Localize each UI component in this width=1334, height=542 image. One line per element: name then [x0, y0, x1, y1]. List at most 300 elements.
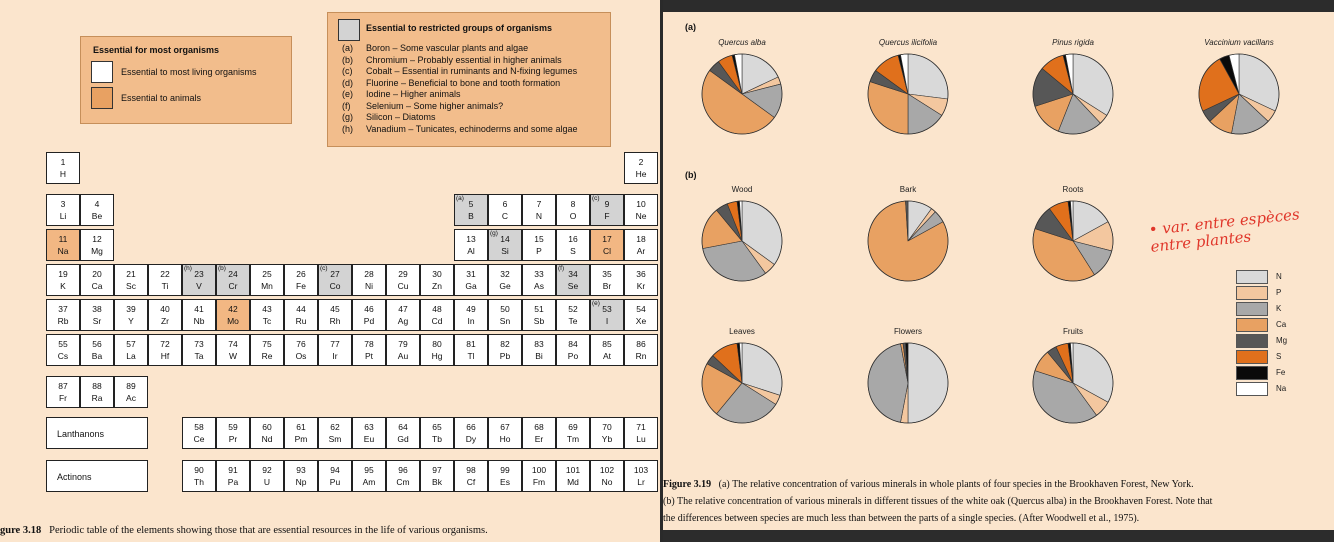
element-number: 91: [228, 465, 238, 475]
element-number: 70: [602, 422, 612, 432]
element-symbol: Fe: [296, 280, 306, 291]
element-symbol: Pm: [294, 433, 308, 444]
element-symbol: Br: [602, 280, 612, 291]
element-number: 23: [194, 269, 204, 279]
element-cell-ca: [80, 264, 114, 296]
element-number: 31: [466, 269, 476, 279]
figure-3-18-text: Periodic table of the elements showing those that are essential resources in the life of various organisms.: [49, 525, 488, 536]
element-cell-pb: [488, 334, 522, 366]
element-number: 2: [638, 157, 644, 167]
element-symbol: Ag: [397, 315, 409, 326]
element-cell-sn: [488, 299, 522, 331]
element-number: 20: [92, 269, 102, 279]
element-symbol: Pa: [227, 476, 239, 487]
legend-swatch-ca: [1236, 318, 1268, 332]
swatch-animals: [91, 87, 113, 109]
element-number: 85: [602, 339, 612, 349]
pie-slice-n: [908, 54, 948, 99]
element-cell-al: [454, 229, 488, 261]
swatch-living: [91, 61, 113, 83]
pie-title: Quercus alba: [718, 38, 766, 47]
element-number: 62: [330, 422, 340, 432]
element-symbol: Pr: [228, 433, 238, 444]
mineral-legend: [1236, 270, 1306, 410]
pie-chart: [866, 341, 950, 425]
element-number: 95: [364, 465, 374, 475]
pie-chart: [700, 341, 784, 425]
element-cell-ho: [488, 417, 522, 449]
element-number: 77: [330, 339, 340, 349]
element-cell-pd: [352, 299, 386, 331]
element-number: 30: [432, 269, 442, 279]
element-number: 78: [364, 339, 374, 349]
element-symbol: Eu: [363, 433, 375, 444]
pie-chart: [1031, 199, 1115, 283]
element-cell-sr: [80, 299, 114, 331]
element-symbol: Se: [567, 280, 579, 291]
element-number: 13: [466, 234, 476, 244]
pie-title: Pinus rigida: [1052, 38, 1094, 47]
element-cell-w: [216, 334, 250, 366]
element-cell-cr: [216, 264, 250, 296]
element-symbol: Os: [295, 350, 307, 361]
figure-3-19-label: Figure 3.19: [663, 479, 712, 490]
pie-title: Fruits: [1063, 327, 1083, 336]
element-number: 59: [228, 422, 238, 432]
element-cell-y: [114, 299, 148, 331]
element-symbol: Na: [57, 245, 69, 256]
element-number: 87: [58, 381, 68, 391]
element-number: 102: [599, 465, 615, 475]
element-cell-pu: [318, 460, 352, 492]
element-number: 75: [262, 339, 272, 349]
legend-label-n: N: [1276, 272, 1282, 281]
element-symbol: Y: [128, 315, 134, 326]
pie-chart: [866, 199, 950, 283]
element-number: 26: [296, 269, 306, 279]
element-number: 57: [126, 339, 136, 349]
element-symbol: Si: [501, 245, 509, 256]
element-cell-lr: [624, 460, 658, 492]
element-cell-pm: [284, 417, 318, 449]
pie-title: Leaves: [729, 327, 755, 336]
element-symbol: Dy: [465, 433, 477, 444]
element-tag: (b): [218, 265, 226, 272]
element-symbol: P: [536, 245, 542, 256]
element-symbol: Sm: [328, 433, 342, 444]
element-cell-cm: [386, 460, 420, 492]
element-number: 67: [500, 422, 510, 432]
legend-essential-heading: Essential for most organisms: [93, 45, 220, 55]
element-cell-pr: [216, 417, 250, 449]
pie-chart: [1197, 52, 1281, 136]
element-symbol: Md: [567, 476, 579, 487]
element-cell-rb: [46, 299, 80, 331]
element-cell-no: [590, 460, 624, 492]
element-cell-tl: [454, 334, 488, 366]
element-cell-es: [488, 460, 522, 492]
figure-3-18-label: gure 3.18: [0, 525, 42, 536]
legend-swatch-na: [1236, 382, 1268, 396]
element-number: 64: [398, 422, 408, 432]
legend-restricted-heading: Essential to restricted groups of organisms: [366, 23, 553, 33]
element-symbol: Nd: [261, 433, 273, 444]
element-number: 21: [126, 269, 136, 279]
element-symbol: Cl: [602, 245, 612, 256]
element-cell-re: [250, 334, 284, 366]
element-symbol: Tl: [467, 350, 475, 361]
pie-title: Roots: [1062, 185, 1084, 194]
element-number: 47: [398, 304, 408, 314]
element-symbol: Au: [397, 350, 409, 361]
element-cell-u: [250, 460, 284, 492]
element-cell-te: [556, 299, 590, 331]
element-symbol: I: [605, 315, 609, 326]
element-number: 97: [432, 465, 442, 475]
element-number: 98: [466, 465, 476, 475]
element-cell-fm: [522, 460, 556, 492]
element-cell-be: [80, 194, 114, 226]
element-cell-bi: [522, 334, 556, 366]
element-symbol: Co: [329, 280, 341, 291]
element-number: 18: [636, 234, 646, 244]
element-symbol: Ta: [194, 350, 204, 361]
element-cell-as: [522, 264, 556, 296]
element-cell-ti: [148, 264, 182, 296]
element-number: 27: [330, 269, 340, 279]
element-number: 19: [58, 269, 68, 279]
element-cell-tm: [556, 417, 590, 449]
pie-chart: [700, 52, 784, 136]
element-symbol: At: [602, 350, 612, 361]
element-cell-mn: [250, 264, 284, 296]
element-number: 72: [160, 339, 170, 349]
restricted-letter: (e): [342, 89, 353, 99]
element-symbol: As: [534, 280, 544, 291]
element-cell-np: [284, 460, 318, 492]
pie-chart: [1031, 341, 1115, 425]
pie-slice-k: [868, 344, 908, 423]
element-cell-o: [556, 194, 590, 226]
element-cell-at: [590, 334, 624, 366]
element-symbol: U: [263, 476, 271, 487]
element-symbol: Xe: [635, 315, 647, 326]
element-cell-cs: [46, 334, 80, 366]
element-symbol: Rb: [57, 315, 69, 326]
element-symbol: Ne: [635, 210, 647, 221]
element-cell-rh: [318, 299, 352, 331]
element-symbol: Pu: [329, 476, 341, 487]
element-number: 86: [636, 339, 646, 349]
element-cell-xe: [624, 299, 658, 331]
element-cell-ce: [182, 417, 216, 449]
element-number: 28: [364, 269, 374, 279]
element-symbol: Lr: [637, 476, 645, 487]
element-symbol: Ti: [161, 280, 169, 291]
top-bar: [663, 0, 1334, 12]
element-symbol: Ga: [465, 280, 477, 291]
element-number: 29: [398, 269, 408, 279]
element-cell-i: [590, 299, 624, 331]
element-number: 49: [466, 304, 476, 314]
element-cell-md: [556, 460, 590, 492]
element-symbol: Ge: [499, 280, 511, 291]
element-symbol: Mn: [261, 280, 273, 291]
element-symbol: Fm: [532, 476, 546, 487]
element-number: 38: [92, 304, 102, 314]
element-symbol: Be: [91, 210, 103, 221]
element-number: 60: [262, 422, 272, 432]
element-number: 46: [364, 304, 374, 314]
element-number: 42: [228, 304, 238, 314]
element-cell-bk: [420, 460, 454, 492]
element-number: 63: [364, 422, 374, 432]
element-cell-rn: [624, 334, 658, 366]
element-symbol: Es: [500, 476, 510, 487]
pie-slice-n: [908, 343, 948, 423]
element-cell-ta: [182, 334, 216, 366]
element-symbol: Hf: [160, 350, 170, 361]
element-number: 96: [398, 465, 408, 475]
element-symbol: H: [59, 168, 67, 179]
element-cell-hf: [148, 334, 182, 366]
element-number: 99: [500, 465, 510, 475]
restricted-letter: (b): [342, 54, 353, 65]
element-symbol: Cd: [431, 315, 443, 326]
element-symbol: In: [467, 315, 475, 326]
part-a-label: (a): [685, 22, 696, 32]
legend-swatch-k: [1236, 302, 1268, 316]
element-cell-sm: [318, 417, 352, 449]
pie-title: Bark: [899, 185, 917, 194]
figure-3-18-caption: [0, 525, 488, 536]
element-symbol: N: [535, 210, 543, 221]
element-number: 69: [568, 422, 578, 432]
element-symbol: Cr: [228, 280, 238, 291]
element-cell-li: [46, 194, 80, 226]
element-cell-br: [590, 264, 624, 296]
element-number: 15: [534, 234, 544, 244]
element-cell-cf: [454, 460, 488, 492]
element-symbol: Ra: [91, 392, 103, 403]
element-symbol: Tb: [432, 433, 442, 444]
restricted-item: Fluorine – Beneficial to bone and tooth formation: [366, 77, 561, 88]
element-symbol: Ni: [364, 280, 374, 291]
pie-title: Vaccinium vacillans: [1204, 38, 1274, 47]
element-cell-co: [318, 264, 352, 296]
element-cell-nd: [250, 417, 284, 449]
element-symbol: Gd: [397, 433, 409, 444]
bottom-bar: [663, 530, 1334, 542]
element-symbol: Ac: [126, 392, 136, 403]
restricted-item: Selenium – Some higher animals?: [366, 100, 504, 111]
element-symbol: S: [570, 245, 576, 256]
legend-swatch-p: [1236, 286, 1268, 300]
element-number: 25: [262, 269, 272, 279]
restricted-item: Boron – Some vascular plants and algae: [366, 43, 529, 53]
element-symbol: Li: [59, 210, 67, 221]
element-symbol: Al: [467, 245, 475, 256]
legend-restricted: [327, 12, 611, 147]
element-tag: (c): [320, 265, 328, 272]
element-cell-cu: [386, 264, 420, 296]
element-cell-v: [182, 264, 216, 296]
element-symbol: Pb: [499, 350, 511, 361]
element-number: 43: [262, 304, 272, 314]
restricted-letter: (f): [342, 100, 351, 111]
element-symbol: Rn: [635, 350, 647, 361]
element-number: 4: [94, 199, 100, 209]
element-tag: (g): [490, 230, 498, 237]
element-number: 17: [602, 234, 612, 244]
element-symbol: Nb: [193, 315, 205, 326]
element-symbol: W: [228, 350, 238, 361]
element-cell-mg: [80, 229, 114, 261]
element-number: 53: [602, 304, 612, 314]
element-number: 22: [160, 269, 170, 279]
element-number: 8: [570, 199, 576, 209]
legend-label-mg: Mg: [1276, 336, 1288, 345]
element-number: 100: [531, 465, 547, 475]
element-number: 41: [194, 304, 204, 314]
legend-label-s: S: [1276, 352, 1282, 361]
element-number: 84: [568, 339, 578, 349]
element-cell-pt: [352, 334, 386, 366]
element-cell-ru: [284, 299, 318, 331]
element-number: 88: [92, 381, 102, 391]
element-cell-fr: [46, 376, 80, 408]
element-cell-ag: [386, 299, 420, 331]
element-cell-am: [352, 460, 386, 492]
element-symbol: Yb: [601, 433, 613, 444]
element-symbol: Bk: [432, 476, 442, 487]
element-symbol: La: [126, 350, 136, 361]
element-cell-fe: [284, 264, 318, 296]
element-number: 71: [636, 422, 646, 432]
element-cell-lu: [624, 417, 658, 449]
legend-swatch-mg: [1236, 334, 1268, 348]
element-symbol: Np: [295, 476, 307, 487]
element-symbol: Cs: [57, 350, 69, 361]
restricted-item: Cobalt – Essential in ruminants and N-fixing legumes: [366, 66, 578, 76]
element-symbol: Th: [194, 476, 204, 487]
restricted-item: Chromium – Probably essential in higher animals: [366, 54, 562, 65]
element-cell-er: [522, 417, 556, 449]
element-cell-h: [46, 152, 80, 184]
element-number: 10: [636, 199, 646, 209]
element-symbol: Hg: [431, 350, 443, 361]
element-number: 24: [228, 269, 238, 279]
element-symbol: Am: [362, 476, 376, 487]
element-symbol: Ir: [332, 350, 338, 361]
element-number: 14: [500, 234, 510, 244]
element-number: 12: [92, 234, 102, 244]
element-cell-zn: [420, 264, 454, 296]
actinons-label: Actinons: [46, 460, 148, 492]
element-number: 40: [160, 304, 170, 314]
element-symbol: Sc: [126, 280, 136, 291]
element-number: 68: [534, 422, 544, 432]
restricted-letter: (c): [342, 66, 353, 76]
element-tag: (e): [592, 300, 600, 307]
element-number: 5: [468, 199, 474, 209]
element-cell-nb: [182, 299, 216, 331]
legend-label-k: K: [1276, 304, 1282, 313]
pie-chart: [866, 52, 950, 136]
element-number: 6: [502, 199, 508, 209]
element-cell-dy: [454, 417, 488, 449]
restricted-item: Iodine – Higher animals: [366, 89, 461, 99]
element-number: 7: [536, 199, 542, 209]
restricted-letter: (g): [342, 112, 353, 122]
element-number: 32: [500, 269, 510, 279]
element-symbol: Mo: [227, 315, 239, 326]
element-number: 36: [636, 269, 646, 279]
element-cell-sb: [522, 299, 556, 331]
element-number: 56: [92, 339, 102, 349]
element-cell-la: [114, 334, 148, 366]
element-cell-au: [386, 334, 420, 366]
element-symbol: Rh: [329, 315, 341, 326]
element-symbol: Cm: [396, 476, 410, 487]
legend-essential-most: [80, 36, 292, 124]
element-number: 65: [432, 422, 442, 432]
element-cell-po: [556, 334, 590, 366]
element-number: 33: [534, 269, 544, 279]
element-symbol: Ho: [499, 433, 511, 444]
element-cell-ar: [624, 229, 658, 261]
element-cell-ac: [114, 376, 148, 408]
element-cell-he: [624, 152, 658, 184]
element-symbol: Cu: [397, 280, 409, 291]
element-number: 35: [602, 269, 612, 279]
element-number: 74: [228, 339, 238, 349]
restricted-item: Vanadium – Tunicates, echinoderms and some algae: [366, 123, 578, 134]
element-cell-f: [590, 194, 624, 226]
element-symbol: Pd: [363, 315, 375, 326]
element-symbol: Lu: [636, 433, 646, 444]
figure-3-19-caption: [663, 476, 1212, 527]
element-symbol: Ru: [295, 315, 307, 326]
element-number: 44: [296, 304, 306, 314]
element-number: 61: [296, 422, 306, 432]
element-cell-sc: [114, 264, 148, 296]
element-number: 55: [58, 339, 68, 349]
element-symbol: Po: [567, 350, 579, 361]
element-cell-b: [454, 194, 488, 226]
element-cell-ge: [488, 264, 522, 296]
element-number: 9: [604, 199, 610, 209]
element-cell-c: [488, 194, 522, 226]
element-symbol: Ca: [91, 280, 103, 291]
element-number: 50: [500, 304, 510, 314]
element-number: 45: [330, 304, 340, 314]
legend-label-fe: Fe: [1276, 368, 1286, 377]
element-symbol: C: [501, 210, 509, 221]
restricted-letter: (a): [342, 43, 353, 53]
element-cell-s: [556, 229, 590, 261]
element-number: 83: [534, 339, 544, 349]
element-symbol: Mg: [91, 245, 103, 256]
element-symbol: Re: [261, 350, 273, 361]
element-symbol: Sr: [92, 315, 102, 326]
element-symbol: Sb: [533, 315, 545, 326]
element-cell-cd: [420, 299, 454, 331]
pie-title: Flowers: [893, 327, 922, 336]
element-cell-ne: [624, 194, 658, 226]
element-number: 37: [58, 304, 68, 314]
element-number: 94: [330, 465, 340, 475]
